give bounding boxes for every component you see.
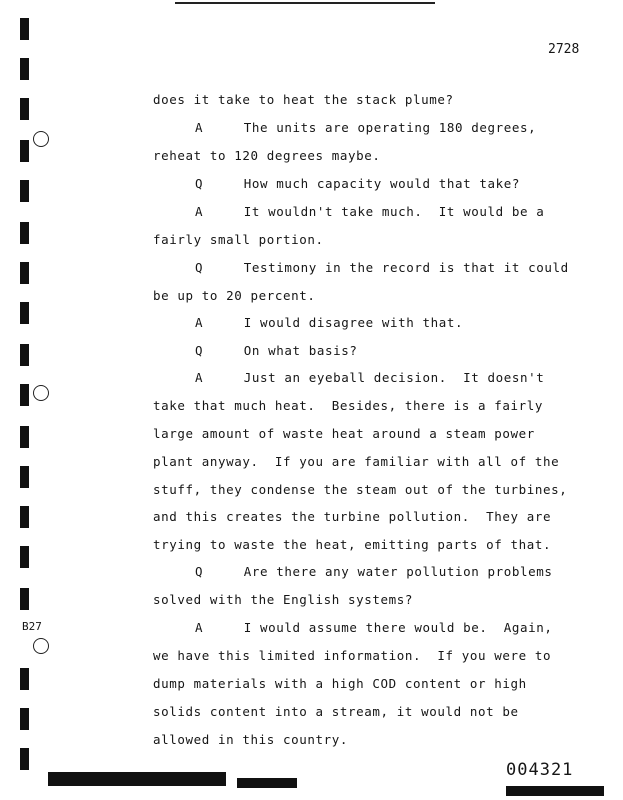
margin-mark xyxy=(20,546,29,568)
transcript-line: Q Are there any water pollution problems xyxy=(195,564,553,579)
transcript-line: take that much heat. Besides, there is a fairly xyxy=(153,398,544,413)
transcript-line: A I would disagree with that. xyxy=(195,315,464,330)
margin-mark xyxy=(20,344,29,366)
margin-mark xyxy=(20,140,29,162)
transcript-line: large amount of waste heat around a steam power xyxy=(153,426,535,441)
transcript-line: trying to waste the heat, emitting parts of that. xyxy=(153,537,552,552)
transcript-line: stuff, they condense the steam out of the turbines, xyxy=(153,482,568,497)
margin-mark xyxy=(20,302,29,324)
transcript-line: solved with the English systems? xyxy=(153,592,414,607)
transcript-line: does it take to heat the stack plume? xyxy=(153,92,454,107)
punch-hole-icon xyxy=(33,638,49,654)
transcript-line: reheat to 120 degrees maybe. xyxy=(153,148,381,163)
margin-mark xyxy=(20,506,29,528)
margin-mark xyxy=(20,18,29,40)
top-edge-rule xyxy=(175,2,435,4)
transcript-line: solids content into a stream, it would not be xyxy=(153,704,519,719)
transcript-line: be up to 20 percent. xyxy=(153,288,316,303)
margin-mark xyxy=(20,98,29,120)
side-label: B27 xyxy=(22,620,42,633)
margin-mark xyxy=(20,426,29,448)
transcript-line: dump materials with a high COD content or high xyxy=(153,676,527,691)
transcript-line: plant anyway. If you are familiar with all of the xyxy=(153,454,560,469)
transcript-line: A I would assume there would be. Again, xyxy=(195,620,553,635)
punch-hole-icon xyxy=(33,131,49,147)
page-number: 2728 xyxy=(548,42,580,57)
transcript-line: Q How much capacity would that take? xyxy=(195,176,521,191)
transcript-line: A The units are operating 180 degrees, xyxy=(195,120,537,135)
margin-mark xyxy=(20,222,29,244)
transcript-line: and this creates the turbine pollution. They are xyxy=(153,509,552,524)
redaction-bar xyxy=(48,772,226,786)
margin-mark xyxy=(20,588,29,610)
margin-mark xyxy=(20,708,29,730)
document-id: 004321 xyxy=(506,760,574,780)
transcript-line: A It wouldn't take much. It would be a xyxy=(195,204,545,219)
margin-mark xyxy=(20,58,29,80)
transcript-line: fairly small portion. xyxy=(153,232,324,247)
margin-mark xyxy=(20,748,29,770)
transcript-line: Q Testimony in the record is that it could xyxy=(195,260,569,275)
margin-mark xyxy=(20,466,29,488)
transcript-line: A Just an eyeball decision. It doesn't xyxy=(195,370,545,385)
transcript-line: allowed in this country. xyxy=(153,732,349,747)
margin-mark xyxy=(20,180,29,202)
transcript-line: we have this limited information. If you were to xyxy=(153,648,552,663)
redaction-bar xyxy=(506,786,604,796)
margin-mark xyxy=(20,668,29,690)
punch-hole-icon xyxy=(33,385,49,401)
margin-mark xyxy=(20,262,29,284)
margin-mark xyxy=(20,384,29,406)
transcript-line: Q On what basis? xyxy=(195,343,358,358)
redaction-bar xyxy=(237,778,297,788)
